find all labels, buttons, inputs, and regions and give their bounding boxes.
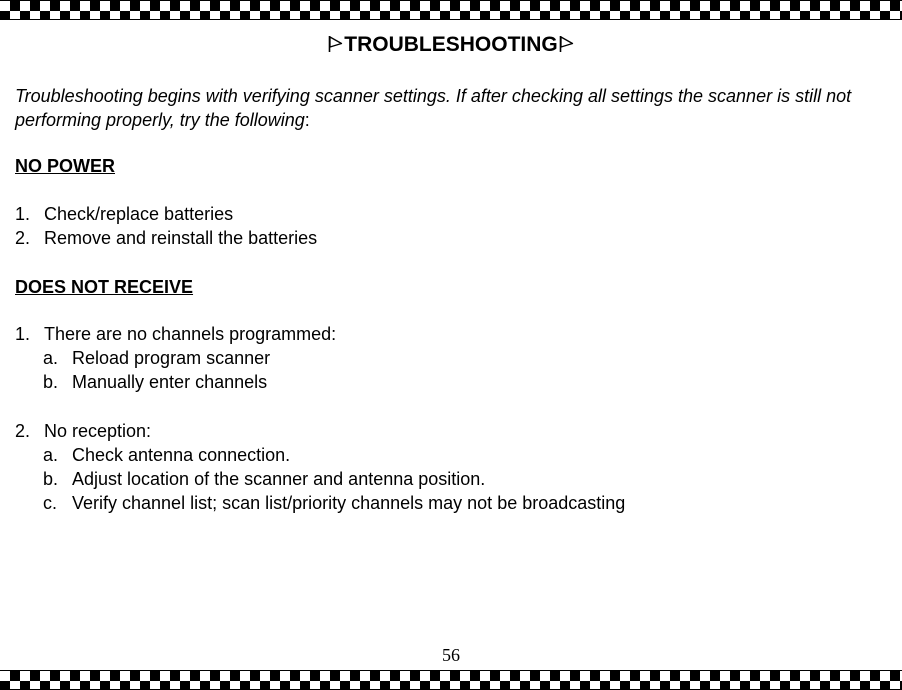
list-item-number: 1. <box>15 204 31 224</box>
sub-list-item-text: Adjust location of the scanner and antenna position. <box>72 469 486 489</box>
checkered-border-top <box>0 0 902 20</box>
sub-list-item <box>43 346 270 370</box>
section-heading-no-power: NO POWER <box>15 156 116 176</box>
sub-list-item-letter: a. <box>43 348 59 368</box>
list-item-text: Check/replace batteries <box>44 204 234 224</box>
section-heading-does-not-receive: DOES NOT RECEIVE <box>15 277 194 297</box>
sub-list-item <box>43 491 625 515</box>
sub-list-item-text: Check antenna connection. <box>72 445 291 465</box>
sub-list-item-text: Reload program scanner <box>72 348 271 368</box>
flag-icon <box>328 35 343 53</box>
flag-icon <box>559 35 574 53</box>
sub-list-item-text: Verify channel list; scan list/priority channels may not be broadcasting <box>72 493 626 513</box>
sub-list-item-letter: a. <box>43 445 59 465</box>
sub-list-item <box>43 370 267 394</box>
sub-list-item-text: Manually enter channels <box>72 372 268 392</box>
list-item-number: 2. <box>15 228 31 248</box>
sub-list-item <box>43 467 485 491</box>
list-item <box>15 322 336 346</box>
list-item <box>15 226 317 250</box>
page-title-text: TROUBLESHOOTING <box>344 33 558 56</box>
list-item-number: 2. <box>15 421 31 441</box>
intro-colon: : <box>304 110 310 130</box>
sub-list-item-letter: b. <box>43 469 59 489</box>
list-item-number: 1. <box>15 324 31 344</box>
list-item <box>15 202 233 226</box>
list-item-text: No reception: <box>44 421 152 441</box>
intro-paragraph <box>15 84 885 132</box>
list-item <box>15 419 151 443</box>
list-item-text: Remove and reinstall the batteries <box>44 228 318 248</box>
intro-text: Troubleshooting begins with verifying scanner settings. If after checking all settings the scanner is still not performing properly, try the following <box>15 86 852 130</box>
list-item-text: There are no channels programmed: <box>44 324 337 344</box>
sub-list-item-letter: c. <box>43 493 58 513</box>
sub-list-item-letter: b. <box>43 372 59 392</box>
page-title <box>0 32 902 58</box>
checkered-border-bottom <box>0 670 902 690</box>
page-number: 56 <box>442 645 460 665</box>
sub-list-item <box>43 443 290 467</box>
